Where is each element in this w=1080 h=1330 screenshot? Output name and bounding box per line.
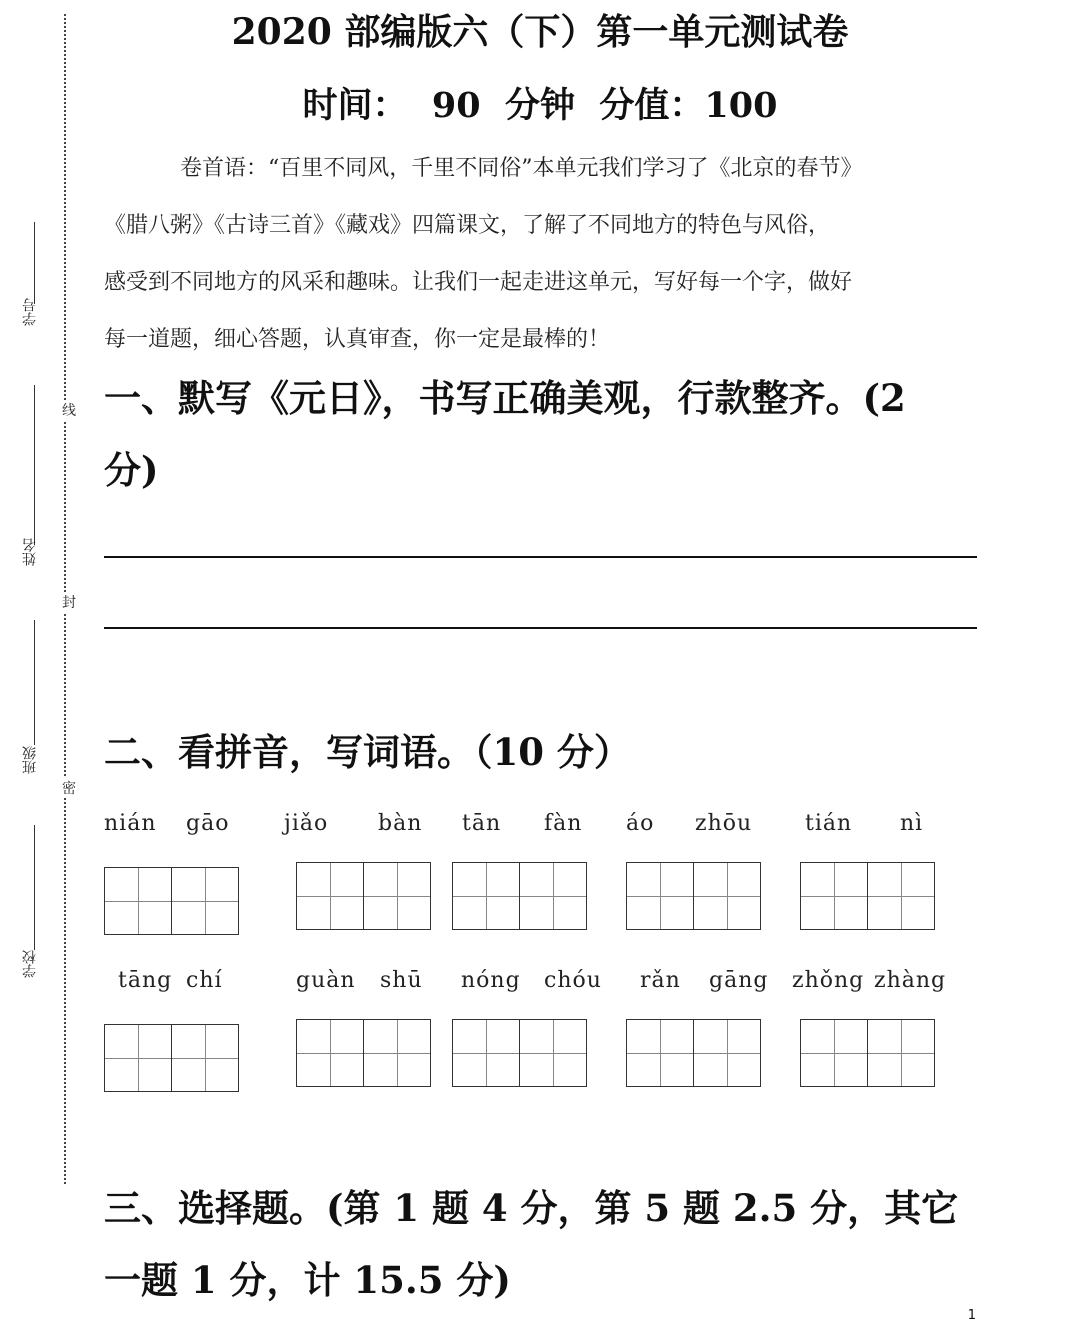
pinyin: chóu xyxy=(544,968,602,993)
seal-line-char: 线 xyxy=(62,400,76,420)
pinyin: zhǒng xyxy=(792,968,865,993)
intro-line: 每一道题，细心答题，认真审查，你一定是最棒的！ xyxy=(104,327,611,352)
section3-heading-line1: 三、选择题。(第 1 题 4 分，第 5 题 2.5 分，其它 xyxy=(104,1186,959,1230)
pinyin: gāo xyxy=(186,811,230,836)
name-label: 姓名 xyxy=(22,538,38,566)
section1-heading-line1: 一、默写《元日》，书写正确美观，行款整齐。(2 xyxy=(104,376,906,420)
name-line xyxy=(34,385,35,545)
class-line xyxy=(34,620,35,745)
pinyin: nì xyxy=(900,811,924,836)
pinyin: chí xyxy=(186,968,223,993)
pinyin: áo xyxy=(626,811,655,836)
writing-grid[interactable] xyxy=(800,1019,935,1087)
pinyin: tián xyxy=(805,811,853,836)
pinyin: nóng xyxy=(461,968,521,993)
seal-dense-char: 密 xyxy=(62,778,76,798)
pinyin: guàn xyxy=(296,968,356,993)
pinyin: fàn xyxy=(544,811,583,836)
section2-heading: 二、看拼音，写词语。（10 分） xyxy=(104,730,631,774)
section1-heading xyxy=(104,362,1004,506)
writing-grid[interactable] xyxy=(104,867,239,935)
school-line xyxy=(34,825,35,950)
pinyin: zhōu xyxy=(695,811,753,836)
writing-grid[interactable] xyxy=(800,862,935,930)
page-number: 1 xyxy=(967,1308,976,1323)
pinyin: tān xyxy=(462,811,502,836)
pinyin: zhàng xyxy=(874,968,947,993)
pinyin: rǎn xyxy=(640,968,681,993)
pinyin: gāng xyxy=(709,968,769,993)
seal-seal-char: 封 xyxy=(62,592,76,612)
school-label: 学校 xyxy=(22,950,38,978)
page-subtitle: 时间： 90 分钟 分值：100 xyxy=(302,85,778,126)
intro-line: 《腊八粥》《古诗三首》《藏戏》四篇课文，了解了不同地方的特色与风俗， xyxy=(104,213,831,238)
section1-heading-line2: 分) xyxy=(104,448,159,492)
intro-line: 卷首语：“百里不同风，千里不同俗”本单元我们学习了《北京的春节》 xyxy=(180,156,863,181)
writing-grid[interactable] xyxy=(104,1024,239,1092)
writing-grid[interactable] xyxy=(626,862,761,930)
writing-grid[interactable] xyxy=(452,862,587,930)
intro-line: 感受到不同地方的风采和趣味。让我们一起走进这单元，写好每一个字，做好 xyxy=(104,270,853,295)
page-title: 2020 部编版六（下）第一单元测试卷 xyxy=(231,11,849,53)
intro-paragraph xyxy=(104,140,984,368)
writing-grid[interactable] xyxy=(452,1019,587,1087)
writing-grid[interactable] xyxy=(626,1019,761,1087)
answer-line-2[interactable] xyxy=(104,627,977,629)
pinyin: tāng xyxy=(118,968,173,993)
class-label: 班级 xyxy=(22,746,38,774)
student-no-label: 学号 xyxy=(22,298,38,326)
writing-grid[interactable] xyxy=(296,1019,431,1087)
pinyin: nián xyxy=(104,811,157,836)
student-no-line xyxy=(34,222,35,304)
pinyin: shū xyxy=(380,968,423,993)
section3-heading-line2: 一题 1 分，计 15.5 分) xyxy=(104,1258,511,1302)
writing-grid[interactable] xyxy=(296,862,431,930)
pinyin: bàn xyxy=(378,811,423,836)
pinyin: jiǎo xyxy=(284,811,329,836)
answer-line-1[interactable] xyxy=(104,556,977,558)
section3-heading xyxy=(104,1172,1004,1316)
